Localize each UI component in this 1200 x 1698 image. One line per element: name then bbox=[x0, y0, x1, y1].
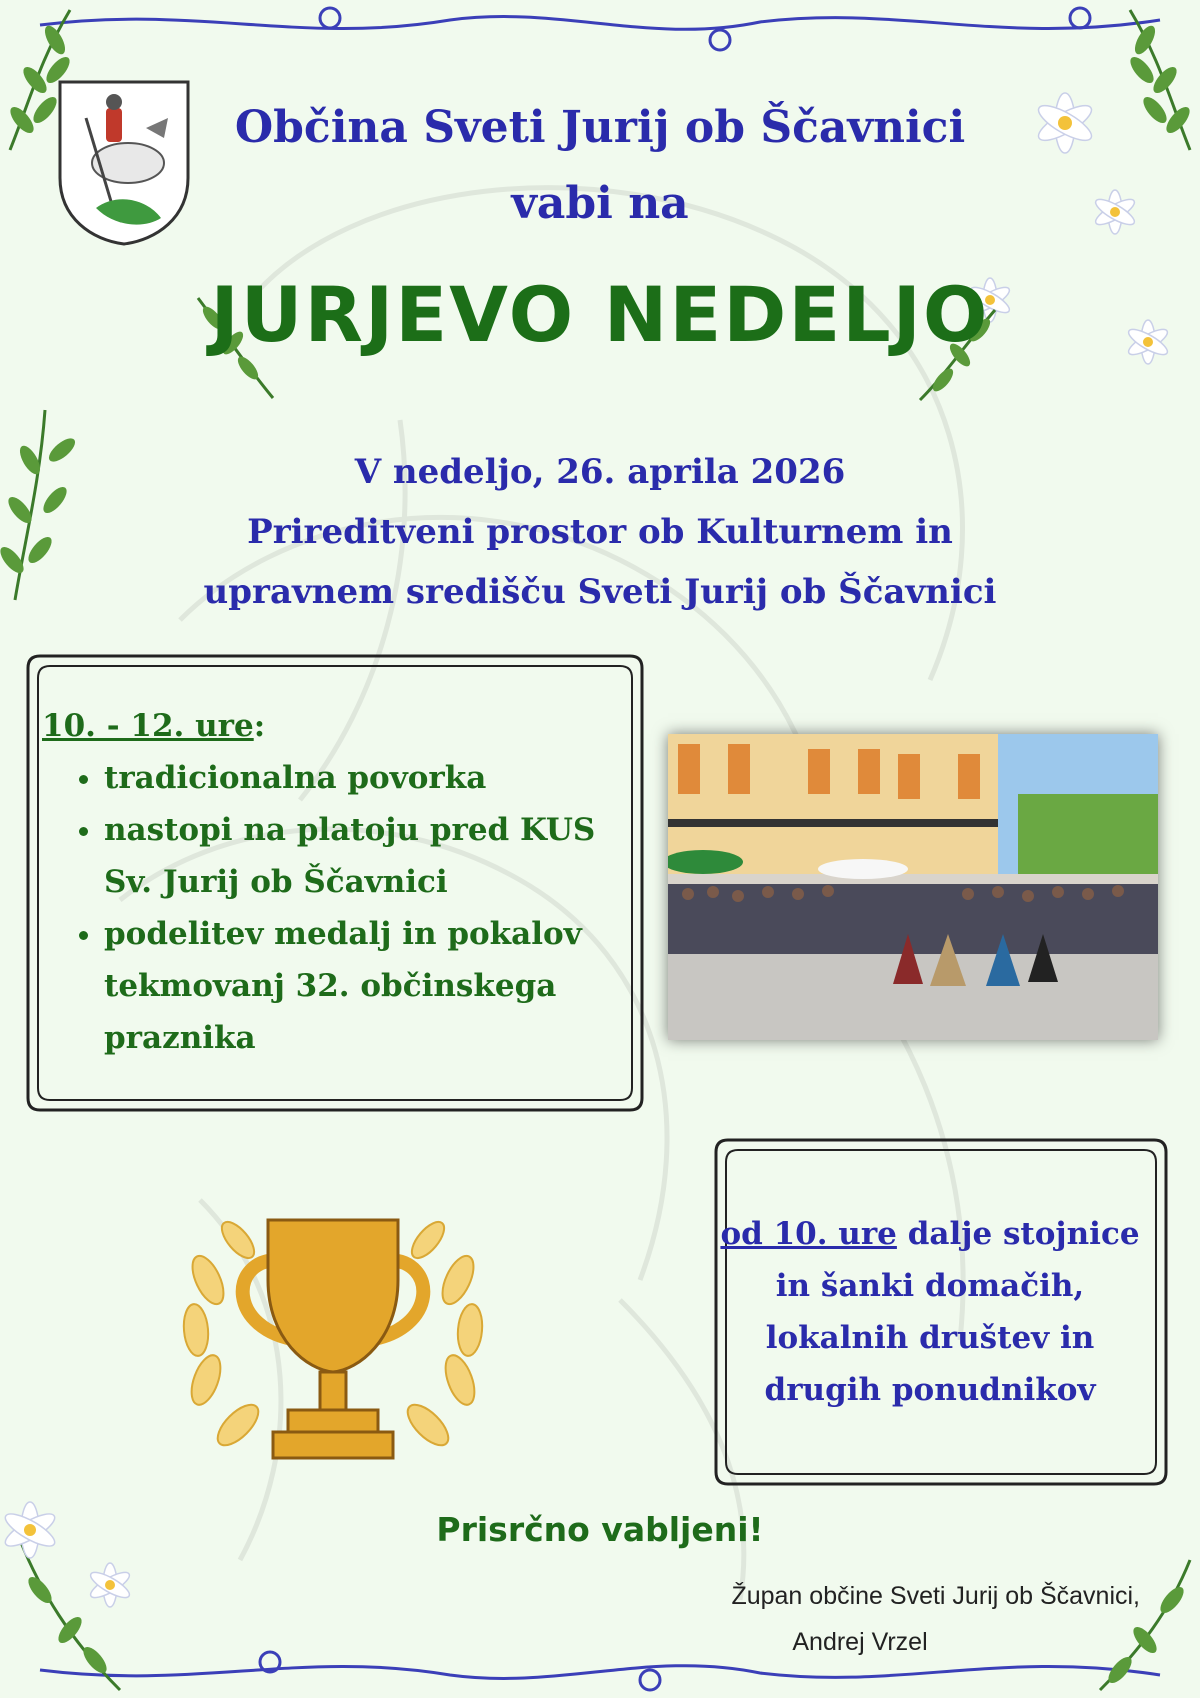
schedule-box bbox=[42, 700, 622, 1064]
stalls-text: dalje stojnice in šanki domačih, lokalnih društev in drugih ponudnikov bbox=[764, 1216, 1140, 1408]
list-item: • tradicionalna povorka bbox=[104, 752, 622, 804]
signature-role: Župan občine Sveti Jurij ob Ščavnici, bbox=[731, 1582, 1140, 1610]
list-item: • nastopi na platoju pred KUS Sv. Jurij ob Ščavnici bbox=[104, 804, 622, 908]
event-venue-line1: Prireditveni prostor ob Kulturnem in bbox=[247, 512, 953, 552]
trophy-icon bbox=[168, 1200, 498, 1480]
municipality-heading: Občina Sveti Jurij ob Ščavnici bbox=[234, 102, 966, 153]
flower-icon bbox=[80, 1555, 140, 1615]
stalls-time: od 10. ure bbox=[720, 1216, 897, 1252]
invites-text: vabi na bbox=[511, 178, 689, 229]
event-title: JURJEVO NEDELJO bbox=[210, 270, 990, 359]
leaf-branch-icon bbox=[1080, 1550, 1200, 1698]
bottom-swirl-border bbox=[0, 1640, 1200, 1698]
schedule-time: 10. - 12. ure bbox=[42, 708, 254, 744]
event-venue-line2: upravnem središču Sveti Jurij ob Ščavnici bbox=[203, 572, 997, 612]
stalls-box bbox=[720, 1208, 1140, 1416]
event-date: V nedeljo, 26. aprila 2026 bbox=[354, 452, 846, 492]
list-item: • podelitev medalj in pokalov tekmovanj 32. občinskega praznika bbox=[104, 908, 622, 1064]
top-swirl-border bbox=[0, 0, 1200, 60]
schedule-list bbox=[42, 752, 622, 1064]
signature-name: Andrej Vrzel bbox=[792, 1628, 928, 1656]
event-photo bbox=[668, 734, 1158, 1040]
schedule-heading: 10. - 12. ure: bbox=[42, 708, 266, 744]
welcome-text: Prisrčno vabljeni! bbox=[436, 1510, 764, 1549]
